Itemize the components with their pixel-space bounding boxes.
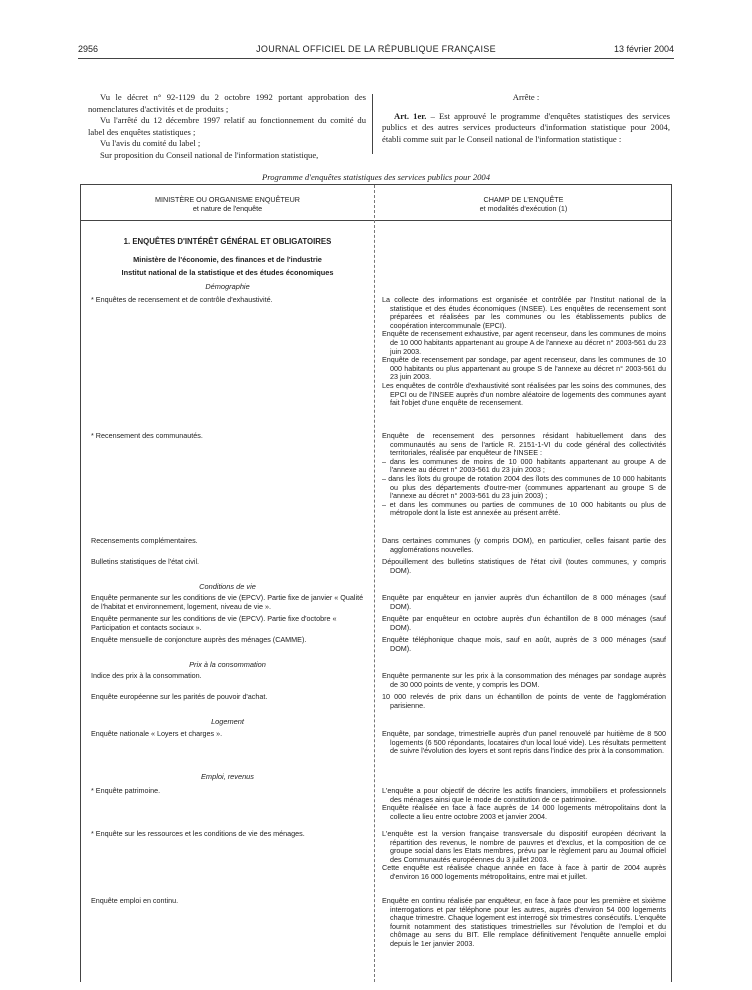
- table-row-right: [382, 615, 666, 632]
- category-prix: Prix à la consommation: [189, 660, 266, 669]
- table-row-right: [382, 830, 666, 882]
- table-row-right: [382, 558, 666, 575]
- table-row-left: * Enquête sur les ressources et les conditions de vie des ménages.: [91, 829, 305, 838]
- survey-table: [80, 184, 672, 982]
- table-row-right: [382, 897, 666, 949]
- row-paragraph: Enquête de recensement des personnes résidant habituellement dans des communautés au sens de l'article R. 2151-1-VI du code général des collectivités territoriales, réalisée par enquêteur de l'INSEE :: [382, 431, 666, 458]
- header-rule: [78, 58, 674, 59]
- header-col2-line2: et modalités d'exécution (1): [479, 203, 568, 213]
- table-header: [81, 185, 671, 221]
- table-row-right: [382, 693, 666, 710]
- row-paragraph: L'enquête a pour objectif de décrire les actifs financiers, immobiliers et professionnels des ménages ainsi que le mode de constitution de ce patrimoine.: [382, 786, 666, 804]
- page-number: 2956: [78, 44, 99, 54]
- row-paragraph: Enquête téléphonique chaque mois, sauf en août, auprès de 3 000 ménages (sauf DOM).: [382, 635, 666, 653]
- row-paragraph: – et dans les communes ou parties de communes de 10 000 habitants ou plus de métropole dont la liste est annexée au présent arrêté.: [382, 499, 666, 518]
- row-paragraph: Enquête de recensement exhaustive, par agent recenseur, dans les communes de moins de 10 000 habitants appartenant au groupe A de l'annexe au décret n° 2003-561 du 23 juin 2003.: [382, 329, 666, 356]
- row-paragraph: 10 000 relevés de prix dans un échantillon de points de vente de l'agglomération parisienne.: [382, 692, 666, 710]
- table-row-right: [382, 636, 666, 653]
- article-text: – Est approuvé le programme d'enquêtes statistiques des services publics et des autres services producteurs d'information statistique pour 2004, établi comme suit par le Conseil national de l'information statistique :: [382, 110, 670, 144]
- table-row-left: Enquête mensuelle de conjoncture auprès des ménages (CAMME).: [91, 635, 307, 644]
- row-paragraph: Enquête par enquêteur en janvier auprès d'un échantillon de 8 000 ménages (sauf DOM).: [382, 593, 666, 611]
- preamble-left: [88, 92, 366, 161]
- category-emploi: Emploi, revenus: [201, 772, 254, 781]
- table-row-right: [382, 730, 666, 756]
- table-row-right: [382, 787, 666, 821]
- table-row-right: [382, 432, 666, 518]
- category-conditions: Conditions de vie: [199, 582, 256, 591]
- ministry-heading: Ministère de l'économie, des finances et de l'industrie: [133, 255, 322, 264]
- table-row-left: Bulletins statistiques de l'état civil.: [91, 557, 200, 566]
- header-col2-line1: CHAMP DE L'ENQUÊTE: [483, 195, 564, 204]
- table-row-right: [382, 594, 666, 611]
- row-paragraph: Enquête par enquêteur en octobre auprès d'un échantillon de 8 000 ménages (sauf DOM).: [382, 614, 666, 632]
- section-heading: 1. ENQUÊTES D'INTÉRÊT GÉNÉRAL ET OBLIGATOIRES: [123, 237, 332, 246]
- table-row-left: Enquête européenne sur les parités de pouvoir d'achat.: [91, 692, 268, 701]
- preamble-paragraph: Sur proposition du Conseil national de l'information statistique,: [100, 149, 319, 160]
- table-row-left: Indice des prix à la consommation.: [91, 671, 202, 680]
- table-row-left: Enquête permanente sur les conditions de vie (EPCV). Partie fixe de janvier « Qualité de l'habitat et environnement, logement, niveau de vie ».: [91, 593, 364, 611]
- column-separator: [374, 185, 375, 982]
- table-row-left: * Enquêtes de recensement et de contrôle d'exhaustivité.: [91, 295, 273, 304]
- column-divider: [372, 94, 373, 154]
- row-paragraph: Enquête permanente sur les prix à la consommation des ménages par sondage auprès de 30 000 points de vente, y compris les DOM.: [382, 671, 666, 689]
- row-paragraph: L'enquête est la version française transversale du dispositif européen décrivant la répartition des revenus, le nombre de pauvres et d'exclus, et la composition de ce groupe social dans les Etats membres, prévu par le règlement paru au Journal officiel des Communautés européennes du 3 juillet 2003.: [382, 829, 666, 864]
- row-paragraph: Dépouillement des bulletins statistiques de l'état civil (toutes communes, y compris DOM).: [382, 557, 666, 575]
- publication-date: 13 février 2004: [613, 44, 674, 54]
- table-row-left: Enquête nationale « Loyers et charges ».: [91, 729, 223, 738]
- row-paragraph: Dans certaines communes (y compris DOM), en particulier, celles faisant partie des agglomérations nouvelles.: [382, 536, 666, 554]
- preamble-paragraph: Vu le décret n° 92-1129 du 2 octobre 1992 portant approbation des nomenclatures d'activités et de produits ;: [88, 92, 366, 114]
- preamble-right: [382, 92, 670, 145]
- table-row-right: [382, 296, 666, 408]
- institute-heading: Institut national de la statistique et des études économiques: [121, 268, 334, 277]
- table-row-right: [382, 672, 666, 689]
- preamble-paragraph: Vu l'arrêté du 12 décembre 1997 relatif au fonctionnement du comité du label des enquêtes statistiques ;: [88, 115, 366, 137]
- arrete-heading: Arrête :: [512, 92, 540, 102]
- row-paragraph: Cette enquête est réalisée chaque année en face à face à partir de 2004 auprès d'environ 16 000 logements métropolitains, entre mai et juillet.: [382, 863, 666, 881]
- table-row-left: Recensements complémentaires.: [91, 536, 198, 545]
- article-label: Art. 1er.: [394, 110, 427, 121]
- row-paragraph: – dans les îlots du groupe de rotation 2004 des îlots des communes de 10 000 habitants ou plus des départements d'outre-mer (communes appartenant au groupe S de l'annexe au décret n° 2003-561 du 23 juin 2003) ;: [382, 473, 666, 501]
- row-paragraph: – dans les communes de moins de 10 000 habitants appartenant au groupe A de l'annexe au décret n° 2003-561 du 23 juin 2003 ;: [382, 456, 666, 475]
- table-row-left: * Recensement des communautés.: [91, 431, 203, 440]
- table-title: Programme d'enquêtes statistiques des services publics pour 2004: [261, 172, 491, 182]
- table-row-left: Enquête emploi en continu.: [91, 896, 179, 905]
- row-paragraph: Enquête en continu réalisée par enquêteur, en face à face pour les première et sixième interrogations et par téléphone pour les autres, auprès d'environ 54 000 logements chaque trimestre. Chaque logement est interrogé six trimestres consécutifs. L'enquête fournit notamment des statistiques trimestrielles sur l'évolution de l'emploi et du chômage au sens du BIT. Elle remplace définitivement l'enquête annuelle emploi depuis le 1er janvier 2003.: [382, 896, 666, 948]
- header-col-organism: [81, 196, 374, 213]
- header-col-field: [375, 196, 672, 213]
- table-row-left: Enquête permanente sur les conditions de vie (EPCV). Partie fixe d'octobre « Participation et contacts sociaux ».: [91, 614, 337, 632]
- row-paragraph: Enquête réalisée en face à face auprès de 14 000 logements métropolitains dont la collecte a lieu entre octobre 2003 et janvier 2004.: [382, 803, 666, 821]
- row-paragraph: Enquête, par sondage, trimestrielle auprès d'un panel renouvelé par huitième de 8 500 logements (6 500 répondants, locataires d'un local loué vide). Les résultats permettent de suivre l'évolution des loyers et sont repris dans l'indice des prix à la consommation.: [382, 729, 666, 756]
- table-row-right: [382, 537, 666, 554]
- article-1: [382, 111, 670, 146]
- table-row-left: * Enquête patrimoine.: [91, 786, 161, 795]
- row-paragraph: Enquête de recensement par sondage, par agent recenseur, dans les communes de 10 000 habitants ou plus appartenant au groupe S de l'annexe au décret n° 2003-561 du 23 juin 2003.: [382, 355, 666, 382]
- preamble-paragraph: Vu l'avis du comité du label ;: [100, 138, 201, 148]
- category-demographie: Démographie: [205, 282, 250, 291]
- header-col1-line1: MINISTÈRE OU ORGANISME ENQUÊTEUR: [155, 195, 300, 204]
- row-paragraph: Les enquêtes de contrôle d'exhaustivité sont réalisées par les soins des communes, des EPCI ou de l'INSEE auprès d'un nombre aléatoire de logements des communes ayant fait l'objet d'une enquête de recensement.: [382, 380, 666, 408]
- header-col1-line2: et nature de l'enquête: [192, 203, 263, 213]
- journal-title: JOURNAL OFFICIEL DE LA RÉPUBLIQUE FRANÇAISE: [256, 44, 496, 54]
- category-logement: Logement: [211, 717, 244, 726]
- row-paragraph: La collecte des informations est organisée et contrôlée par l'Institut national de la statistique et des études économiques (INSEE). Les enquêtes de recensement sont préparées et réalisées par les communes ou les établissements publics de coopération intercommunale (EPCI).: [382, 295, 666, 330]
